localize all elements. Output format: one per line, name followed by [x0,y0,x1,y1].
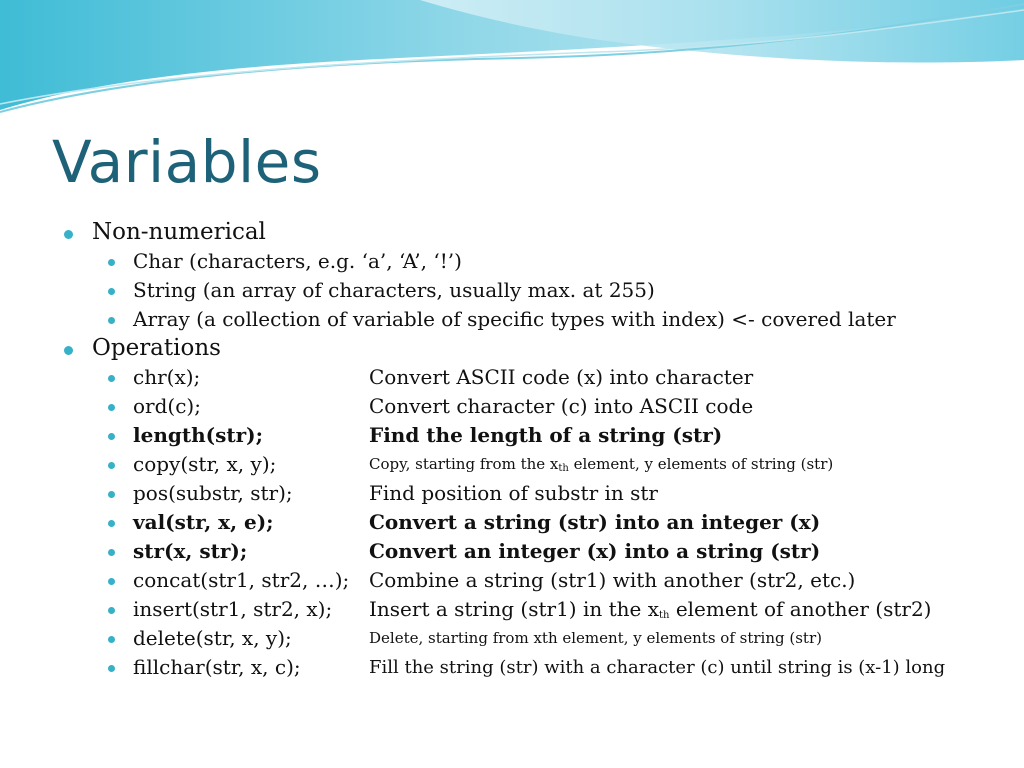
bullet-dot [108,462,115,469]
bullet-dot [108,404,115,411]
operation-row [0,363,1024,392]
section-operations [0,334,1024,363]
item-text: Char (characters, e.g. ‘a’, ‘A’, ‘!’) [133,249,462,273]
desc-part: element, y elements of string (str) [568,455,834,473]
bullet-dot [64,346,73,355]
function-description: Fill the string (str) with a character (c) until string is (x-1) long [369,657,946,678]
function-signature: copy(str, x, y); [133,452,277,476]
function-description: Find the length of a string (str) [369,423,723,447]
function-description: Delete, starting from xth element, y elements of string (str) [369,629,822,647]
list-item [0,276,1024,305]
function-signature: str(x, str); [133,539,248,563]
item-text: String (an array of characters, usually max. at 255) [133,278,655,302]
desc-part: Insert a string (str1) in the x [369,597,659,621]
bullet-dot [108,288,115,295]
function-signature: chr(x); [133,365,201,389]
list-item [0,305,1024,334]
function-signature: pos(substr, str); [133,481,293,505]
function-signature: val(str, x, e); [133,510,274,534]
bullet-dot [108,259,115,266]
bullet-dot [108,433,115,440]
operation-row [0,566,1024,595]
bullet-dot [108,665,115,672]
section-non-numerical [0,218,1024,247]
bullet-dot [108,578,115,585]
bullet-list [0,218,1024,682]
function-signature: delete(str, x, y); [133,626,292,650]
operation-row [0,537,1024,566]
item-text: Array (a collection of variable of specific types with index) <- covered later [133,307,896,331]
desc-subscript: th [558,463,569,474]
function-description: Convert character (c) into ASCII code [369,394,754,418]
function-signature: insert(str1, str2, x); [133,597,333,621]
operation-row [0,508,1024,537]
function-description: Find position of substr in str [369,481,658,505]
desc-part: element of another (str2) [669,597,932,621]
bullet-dot [64,230,73,239]
operation-row [0,624,1024,653]
bullet-dot [108,607,115,614]
function-signature: concat(str1, str2, …); [133,568,350,592]
header-wave-decoration [0,0,1024,130]
operation-row [0,392,1024,421]
desc-part: Copy, starting from the x [369,455,559,473]
function-description: Convert a string (str) into an integer (x) [369,510,821,534]
function-signature: length(str); [133,423,263,447]
operation-row [0,479,1024,508]
bullet-dot [108,520,115,527]
operation-row [0,595,1024,624]
bullet-dot [108,491,115,498]
list-item [0,247,1024,276]
desc-subscript: th [659,610,670,621]
operation-row [0,450,1024,479]
section-label: Operations [92,335,221,361]
function-description: Combine a string (str1) with another (str2, etc.) [369,568,856,592]
function-signature: fillchar(str, x, c); [133,655,301,679]
function-description: Convert ASCII code (x) into character [369,365,754,389]
bullet-dot [108,636,115,643]
bullet-dot [108,317,115,324]
bullet-dot [108,375,115,382]
operation-row [0,421,1024,450]
slide-title: Variables [52,128,322,196]
section-label: Non-numerical [92,219,266,245]
bullet-dot [108,549,115,556]
function-signature: ord(c); [133,394,201,418]
function-description: Convert an integer (x) into a string (str) [369,539,821,563]
operation-row [0,653,1024,682]
